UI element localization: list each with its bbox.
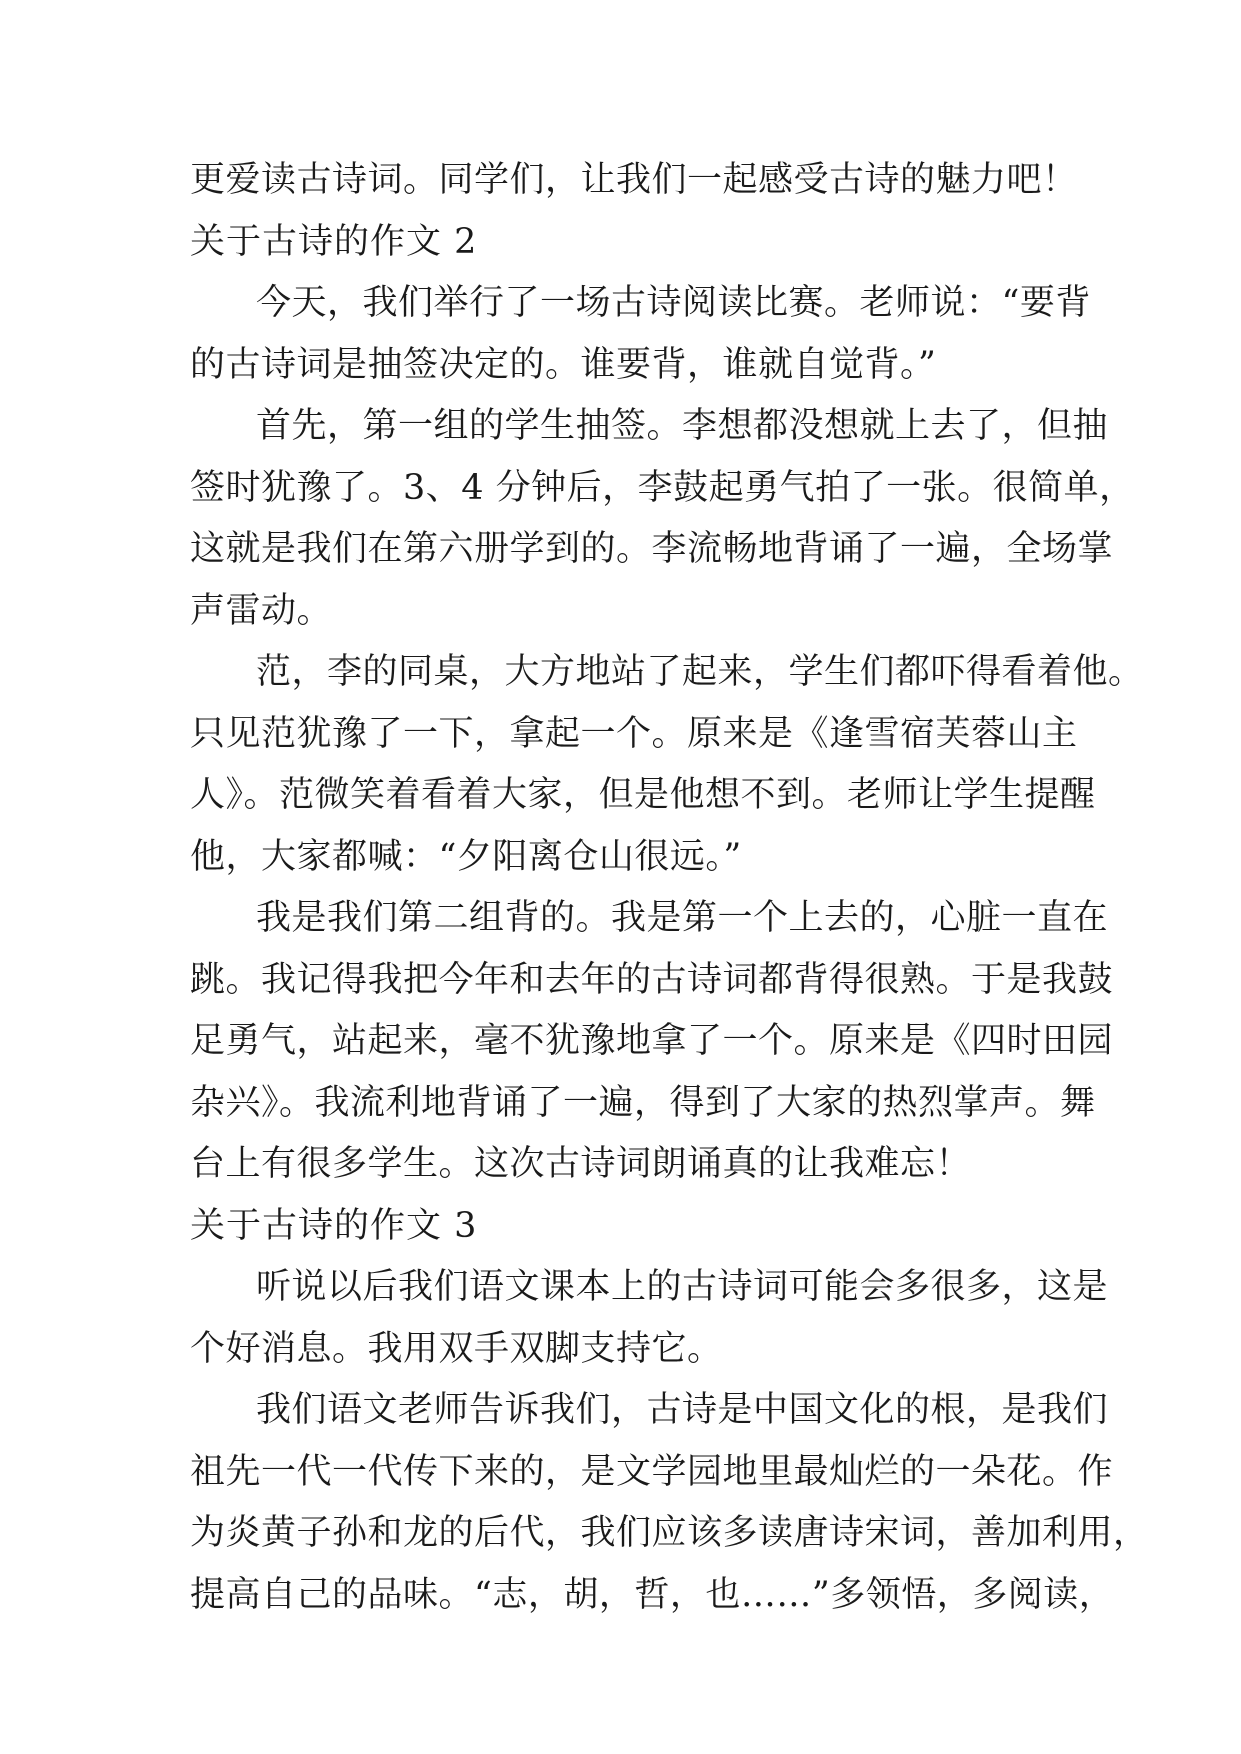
text-line: 个好消息。我用双手双脚支持它。 [190, 1328, 723, 1369]
section-heading: 关于古诗的作文 3 [190, 1205, 478, 1246]
section-heading: 关于古诗的作文 2 [190, 221, 478, 262]
text-line: 台上有很多学生。这次古诗词朗诵真的让我难忘！ [190, 1144, 972, 1184]
text-line: 声雷动。 [190, 590, 333, 631]
text-line: 只见范犹豫了一下，拿起一个。原来是《逢雪宿芙蓉山主 [190, 713, 1078, 754]
text-line: 的古诗词是抽签决定的。谁要背，谁就自觉背。” [190, 344, 937, 385]
text-line: 听说以后我们语文课本上的古诗词可能会多很多，这是 [256, 1267, 1109, 1307]
text-line: 杂兴》。我流利地背诵了一遍，得到了大家的热烈掌声。舞 [190, 1082, 1096, 1123]
text-line: 签时犹豫了。3、4 分钟后，李鼓起勇气拍了一张。很简单， [190, 467, 1135, 508]
text-line: 足勇气，站起来，毫不犹豫地拿了一个。原来是《四时田园 [190, 1021, 1114, 1061]
text-line: 祖先一代一代传下来的，是文学园地里最灿烂的一朵花。作 [190, 1451, 1114, 1492]
text-line: 人》。范微笑着看着大家，但是他想不到。老师让学生提醒 [190, 775, 1096, 815]
text-line: 更爱读古诗词。同学们，让我们一起感受古诗的魅力吧！ [190, 160, 1078, 200]
text-line: 首先，第一组的学生抽签。李想都没想就上去了，但抽 [256, 406, 1109, 446]
text-line: 范，李的同桌，大方地站了起来，学生们都吓得看着他。 [256, 652, 1144, 692]
text-line: 我是我们第二组背的。我是第一个上去的，心脏一直在 [256, 898, 1109, 938]
text-line: 他，大家都喊：“夕阳离仓山很远。” [190, 836, 742, 877]
text-line: 提高自己的品味。“志，胡，哲，也……”多领悟，多阅读， [190, 1574, 1115, 1615]
text-line: 今天，我们举行了一场古诗阅读比赛。老师说：“要背 [256, 283, 1091, 323]
document-page [190, 150, 1149, 1626]
text-line: 我们语文老师告诉我们，古诗是中国文化的根，是我们 [256, 1390, 1109, 1430]
text-line: 跳。我记得我把今年和去年的古诗词都背得很熟。于是我鼓 [190, 959, 1114, 1000]
text-line: 为炎黄子孙和龙的后代，我们应该多读唐诗宋词，善加利用， [190, 1513, 1149, 1553]
text-line: 这就是我们在第六册学到的。李流畅地背诵了一遍，全场掌 [190, 529, 1114, 569]
